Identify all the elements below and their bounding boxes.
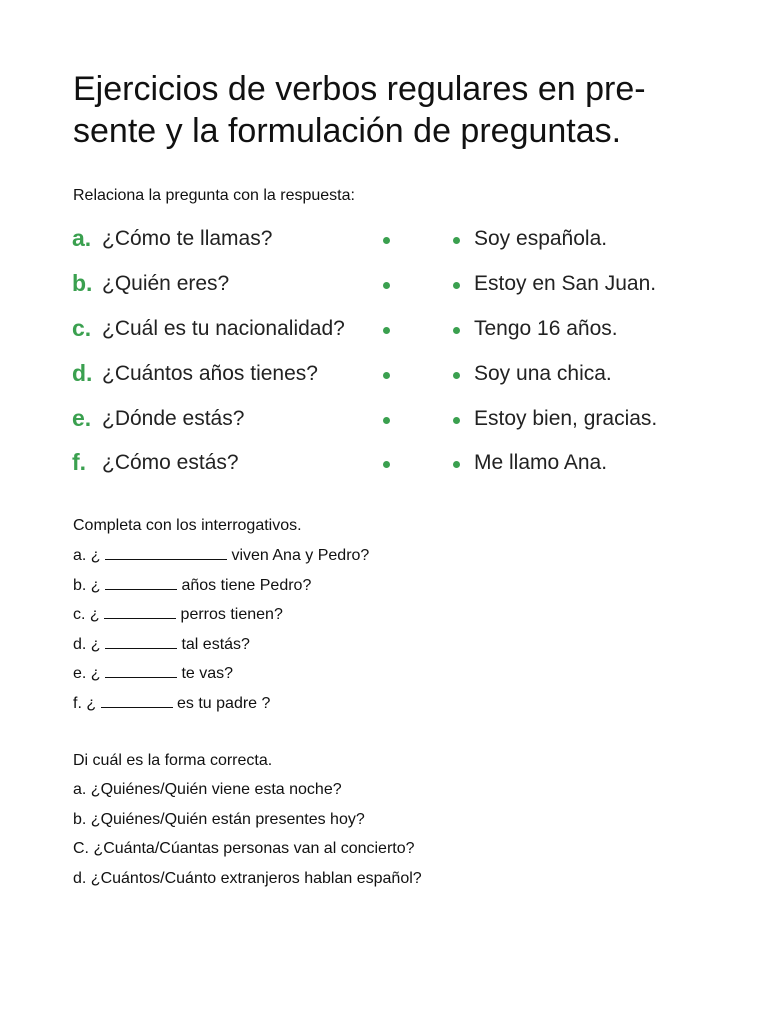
bullet-icon [383, 372, 390, 379]
correct-form-instruction: Di cuál es la forma correcta. [73, 752, 273, 769]
answer-blank [105, 663, 177, 678]
page-title [73, 68, 713, 152]
question-text: ¿Cuál es tu nacionalidad? [102, 317, 345, 340]
completion-item [73, 634, 250, 655]
item-suffix: viven Ana y Pedro? [227, 547, 370, 564]
matching-instruction: Relaciona la pregunta con la respuesta: [73, 187, 355, 204]
bullet-icon [453, 372, 460, 379]
answer-text: Estoy en San Juan. [474, 272, 657, 295]
question-text: ¿Cómo te llamas? [102, 227, 273, 250]
bullet-icon [453, 282, 460, 289]
bullet-icon [453, 237, 460, 244]
question-letter: c. [72, 315, 92, 341]
item-suffix: es tu padre ? [172, 695, 271, 712]
question-letter: f. [72, 449, 87, 475]
completion-instruction: Completa con los interrogativos. [73, 517, 302, 534]
item-prefix: d. ¿ [73, 636, 106, 653]
answer-text: Me llamo Ana. [474, 451, 608, 474]
completion-item [73, 545, 369, 566]
question-letter: b. [72, 270, 93, 296]
match-row [72, 219, 692, 263]
bullet-icon [383, 237, 390, 244]
correct-form-item: C. ¿Cuánta/Cúantas personas van al concierto? [73, 840, 415, 857]
correct-form-item: d. ¿Cuántos/Cuánto extranjeros hablan español? [73, 870, 422, 887]
completion-item [73, 575, 311, 596]
correct-form-item: a. ¿Quiénes/Quién viene esta noche? [73, 781, 342, 798]
question-text: ¿Cómo estás? [102, 451, 239, 474]
item-prefix: e. ¿ [73, 665, 106, 682]
bullet-icon [383, 327, 390, 334]
item-prefix: c. ¿ [73, 606, 105, 623]
answer-text: Tengo 16 años. [474, 317, 618, 340]
question-letter: e. [72, 405, 92, 431]
question-letter: d. [72, 360, 93, 386]
match-row [72, 354, 692, 398]
answer-text: Soy una chica. [474, 362, 612, 385]
item-prefix: b. ¿ [73, 577, 106, 594]
correct-form-item: b. ¿Quiénes/Quién están presentes hoy? [73, 811, 365, 828]
question-letter: a. [72, 225, 92, 251]
answer-text: Estoy bien, gracias. [474, 407, 658, 430]
bullet-icon [453, 461, 460, 468]
answer-blank [105, 575, 177, 590]
item-prefix: f. ¿ [73, 695, 101, 712]
bullet-icon [383, 461, 390, 468]
bullet-icon [453, 327, 460, 334]
title-line-1: Ejercicios de verbos regulares en pre- [73, 70, 646, 108]
bullet-icon [453, 417, 460, 424]
item-prefix: a. ¿ [73, 547, 106, 564]
answer-blank [105, 634, 177, 649]
bullet-icon [383, 282, 390, 289]
match-row [72, 399, 692, 443]
answer-blank [104, 604, 176, 619]
question-text: ¿Quién eres? [102, 272, 230, 295]
answer-text: Soy española. [474, 227, 608, 250]
completion-item [73, 663, 233, 684]
item-suffix: perros tienen? [176, 606, 283, 623]
title-line-2: sente y la formulación de preguntas. [73, 112, 622, 150]
match-row [72, 309, 692, 353]
match-row [72, 443, 692, 487]
answer-blank [105, 545, 227, 560]
item-suffix: tal estás? [177, 636, 250, 653]
question-text: ¿Cuántos años tienes? [102, 362, 318, 385]
item-suffix: años tiene Pedro? [177, 577, 312, 594]
question-text: ¿Dónde estás? [102, 407, 245, 430]
match-row [72, 264, 692, 308]
completion-item [73, 693, 270, 714]
answer-blank [101, 693, 173, 708]
matching-exercise [72, 219, 692, 491]
bullet-icon [383, 417, 390, 424]
completion-item [73, 604, 283, 625]
item-suffix: te vas? [177, 665, 234, 682]
